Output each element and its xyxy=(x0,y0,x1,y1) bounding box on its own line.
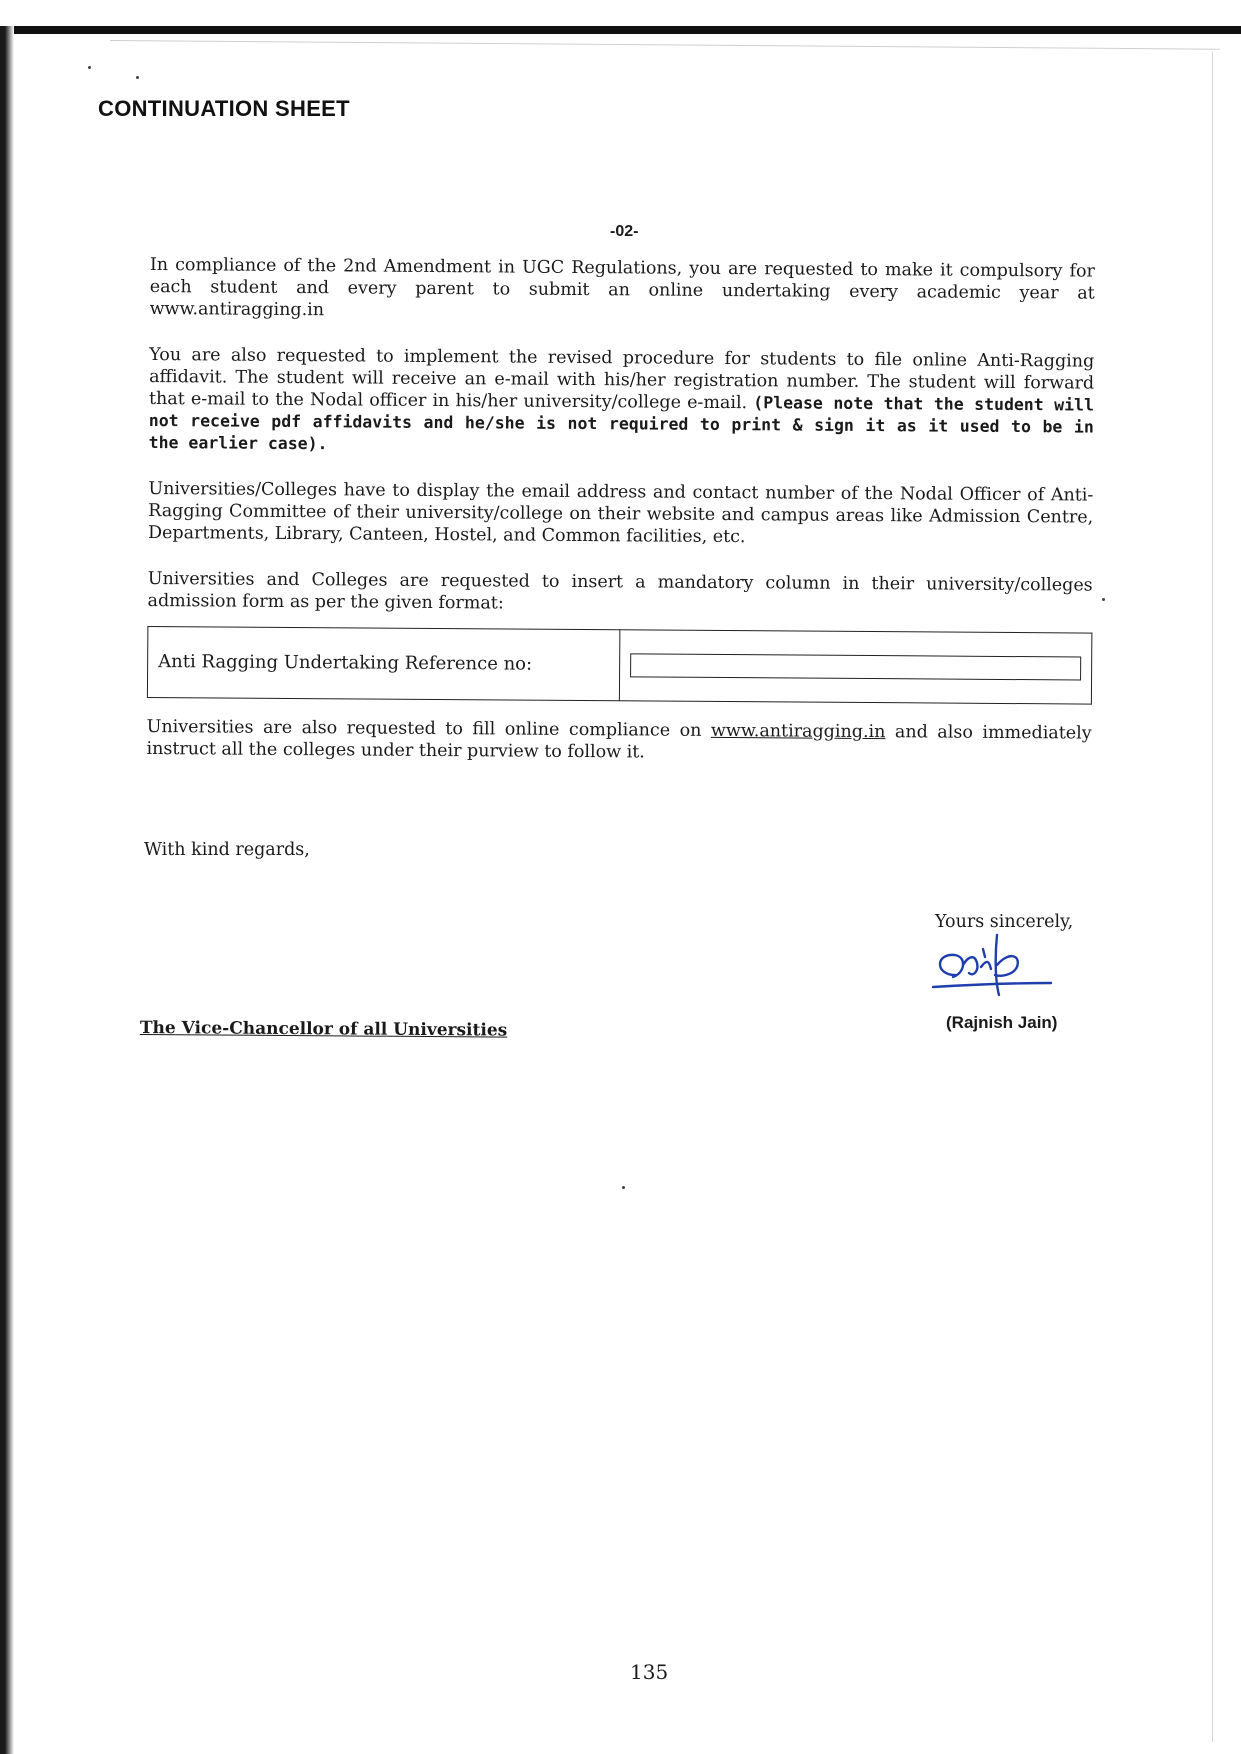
reference-value-cell xyxy=(619,630,1091,704)
affidavit-procedure-text: You are also requested to implement the revised procedure for students to file online Anti-Ragging affidavit. The student will receive an e-mail with his/her registration number. The student will forward that e-mail to the Nodal officer in his/her university/college e-mail. xyxy=(148,344,1095,414)
affidavit-note-bold: (Please note that the student will not receive pdf affidavits and he/she is not required to print & sign it as it used to be in the earlier case). xyxy=(148,393,1095,454)
scan-line-right xyxy=(1212,52,1213,1742)
closing-regards: With kind regards, xyxy=(144,840,310,860)
paragraph-affidavit-procedure xyxy=(149,344,1095,461)
scan-speck xyxy=(1102,598,1105,601)
scan-speck xyxy=(136,76,139,79)
antiragging-link[interactable]: www.antiragging.in xyxy=(710,720,886,743)
page-number: 135 xyxy=(630,1660,669,1684)
paragraph-admission-form: Universities and Colleges are requested to insert a mandatory column in their university/colleges admission form as per the given format: xyxy=(147,568,1093,614)
scan-border-top xyxy=(0,26,1241,34)
signature-image xyxy=(925,925,1055,1015)
compliance-text-before: Universities are also requested to fill online compliance on xyxy=(146,716,702,741)
compliance-text-after: and also immediately instruct all the colleges under their purview to follow it. xyxy=(146,722,1092,763)
page-label: -02- xyxy=(610,223,639,240)
paragraph-nodal-officer: Universities/Colleges have to display the email address and contact number of the Nodal Officer of Anti-Ragging Committee of their university/college on their website and campus areas like Admission Centre, Departments, Library, Canteen, Hostel, and Common facilities, etc. xyxy=(147,478,1094,548)
letter-body xyxy=(146,254,1095,791)
signatory-name: (Rajnish Jain) xyxy=(946,1013,1058,1032)
scan-border-left xyxy=(0,26,14,1754)
addressee: The Vice-Chancellor of all Universities xyxy=(139,1018,508,1041)
table-row xyxy=(147,626,1091,704)
continuation-sheet-title: CONTINUATION SHEET xyxy=(98,96,350,121)
paragraph-compliance: In compliance of the 2nd Amendment in UGC Regulations, you are requested to make it compulsory for each student and every parent to submit an online undertaking every academic year at www.antiragging.in xyxy=(149,254,1095,321)
reference-number-field xyxy=(630,653,1081,680)
scan-speck xyxy=(88,66,91,69)
yours-sincerely: Yours sincerely, xyxy=(935,912,1074,932)
admission-form-format-table xyxy=(147,626,1092,705)
scan-speck xyxy=(622,1186,625,1189)
paragraph-online-compliance xyxy=(146,716,1091,767)
scan-line-top xyxy=(110,40,1220,50)
reference-label-cell: Anti Ragging Undertaking Reference no: xyxy=(147,626,619,700)
